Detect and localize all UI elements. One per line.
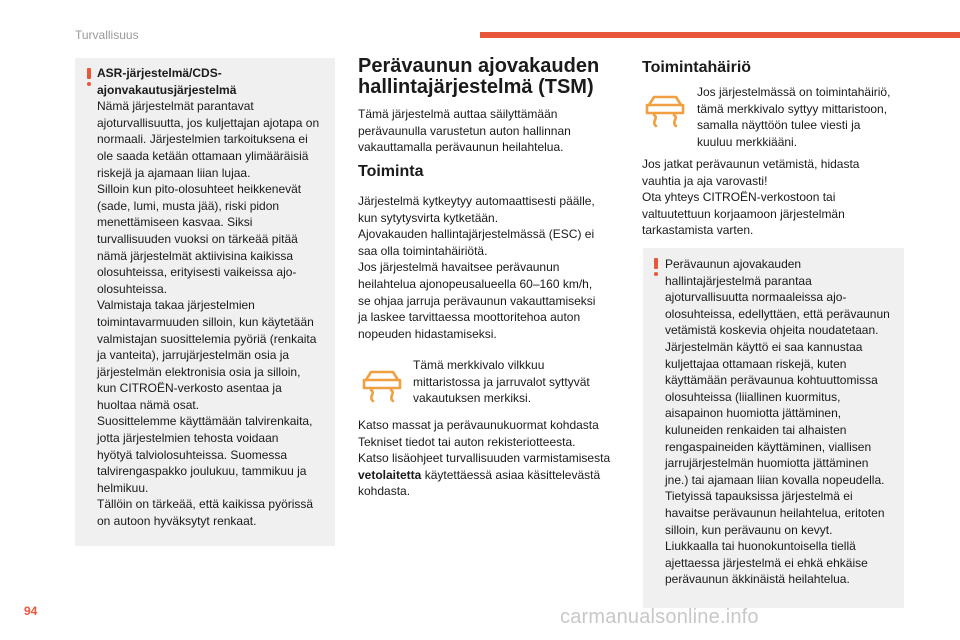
text-line: ja vanteita), jarrujärjestelmän osia ja: [97, 348, 290, 363]
text-line: Järjestelmä kytkeytyy automaattisesti päälle,: [358, 194, 595, 208]
text-line: menettämiseen kasvaa. Siksi: [97, 215, 253, 230]
text-line: olosuhteissa, edellyttäen, että perävaunun: [665, 306, 890, 321]
warning-text-left: [97, 65, 319, 530]
text-line: valmistajan suosittelemia pyöriä (renkaita: [97, 331, 317, 346]
fault-text: [642, 156, 859, 239]
text-line: ja laskee tarvittaessa moottoritehoa auton: [358, 310, 581, 325]
text-line: Nämä järjestelmät parantavat: [97, 99, 254, 114]
text-line: heilahtelua ajonopeusalueella 60–160 km/h,: [358, 276, 593, 291]
text-line: (sade, lumi, musta jää), riski pidon: [97, 198, 280, 213]
accent-bar: [480, 32, 960, 38]
text-line: jotta järjestelmien tehosta voidaan: [97, 431, 279, 446]
text-line: talvirengaspakko joulukuu, tammikuu ja: [97, 464, 307, 479]
text-line: ajonvakautusjärjestelmä: [97, 82, 237, 97]
text-line: on autoon hyväksytyt renkaat.: [97, 514, 257, 529]
warning-icon: [651, 258, 661, 276]
text-line: saa olla toimintahäiriötä.: [358, 243, 488, 258]
text-line: tämä merkkivalo syttyy mittaristoon,: [697, 101, 888, 116]
text-line: Valmistaja takaa järjestelmien: [97, 298, 255, 313]
text-line: Silloin kun pito-olosuhteet heikkenevät: [97, 182, 302, 197]
text-line: perävaunulla varustetun auton hallinnan: [358, 123, 571, 138]
trailer-stability-fault-icon: [645, 91, 685, 129]
text-line: rengaspaineiden käyttäminen, viallisen: [665, 439, 872, 454]
text-line: vetämistä koskevia ohjeita noudatetaan.: [665, 323, 879, 338]
text-line: olosuhteissa, erityisesti vaikeissa ajo-: [97, 265, 297, 280]
text-line: Katso massat ja perävaunukuormat kohdasta: [358, 418, 599, 432]
text-line: Järjestelmän käyttö ei saa kannustaa: [665, 339, 863, 354]
text-line: nämä järjestelmät aktiivisina kaikissa: [97, 248, 294, 263]
text-line: Jos järjestelmä havaitsee perävaunun: [358, 260, 560, 275]
footer-text: [358, 417, 610, 500]
text-line: ASR-järjestelmä/CDS-: [97, 66, 222, 80]
page-title: Perävaunun ajovakauden hallintajärjestelmä (TSM): [358, 55, 600, 98]
text-line: Jos jatkat perävaunun vetämistä, hidasta: [642, 157, 860, 171]
text-line: kuljettajaa ottamaan riskejä, kuten: [665, 356, 847, 371]
intro-text: [358, 106, 571, 156]
page-number: 94: [24, 604, 38, 618]
text-line: järjestelmän elektronisia osia ja silloin,: [97, 364, 301, 379]
text-line: turvallisuuden vuoksi on tärkeää pitää: [97, 231, 298, 246]
text-line: kuluneiden renkaiden tai alhaisten: [665, 422, 847, 437]
text-line: Suosittelemme käyttämään talvirenkaita,: [97, 414, 313, 429]
text-line: käyttämään perävaunua kohtuuttomissa: [665, 373, 878, 388]
text-line: vakautuksen merkiksi.: [413, 391, 532, 406]
indicator-text: [413, 357, 590, 407]
text-line: kuuluu merkkiääni.: [697, 134, 798, 149]
text-line: ajoturvallisuutta normaaleissa ajo-: [665, 290, 847, 305]
section-title-toiminta: Toiminta: [358, 163, 424, 180]
text-line: olosuhteissa.: [97, 281, 168, 296]
text-line: hyötyä talviolosuhteissa. Suomessa: [97, 447, 288, 462]
text-line: Perävaunun ajovakauden: [665, 257, 802, 271]
text-line: ajoturvallisuutta, jos kuljettajan ajotapa on: [97, 115, 320, 130]
text-line: Tekniset tiedot tai auton rekisteriotteesta.: [358, 434, 576, 449]
text-line: Ota yhteys CITROËN-verkostoon tai: [642, 190, 836, 205]
text-line: Katso lisäohjeet turvallisuuden varmistamisesta: [358, 451, 611, 466]
text-line: silloin, kun perävaunu on kevyt.: [665, 522, 833, 537]
text-line: aisapainon huomiotta jättäminen,: [665, 406, 842, 421]
text-line: valtuutettuun korjaamoon järjestelmän: [642, 206, 845, 221]
text-line: riskejä ja ajamaan liian lujaa.: [97, 165, 251, 180]
toiminta-text: [358, 193, 595, 342]
warning-text-right: [665, 256, 890, 588]
text-fragment: käytettäessä asiaa käsittelevästä: [421, 467, 601, 482]
text-line: vauhtia ja aja varovasti!: [642, 173, 768, 188]
text-line: Ajovakauden hallintajärjestelmässä (ESC) ei: [358, 227, 595, 242]
text-line: kun sytytysvirta kytketään.: [358, 210, 499, 225]
text-line: mittaristossa ja jarruvalot syttyvät: [413, 374, 590, 389]
text-line: [358, 467, 610, 484]
text-line: helmikuu.: [97, 480, 149, 495]
text-line: kun CITROËN-verkosto asentaa ja: [97, 381, 282, 396]
text-line: samalla näyttöön tulee viesti ja: [697, 118, 861, 133]
text-line: havaitse perävaunun heilahtelua, eritoten: [665, 505, 885, 520]
fault-indicator-text: [697, 84, 890, 150]
section-label: Turvallisuus: [75, 28, 139, 42]
text-line: perävaunun äkkinäistä heilahtelua.: [665, 572, 850, 587]
section-title-toimintahairio: Toimintahäiriö: [642, 59, 752, 76]
text-line: huoltaa nämä osat.: [97, 397, 200, 412]
text-line: se ohjaa jarruja perävaunun vakauttamiseksi: [358, 293, 596, 308]
warning-icon: [84, 68, 94, 86]
text-line: jne.) tai ajamaan liian kovalla nopeudella.: [665, 472, 885, 487]
watermark: carmanualsonline.info: [560, 606, 759, 628]
text-line: jarrujärjestelmän huomiotta jättäminen: [665, 456, 869, 471]
text-line: kohdasta.: [358, 484, 411, 499]
text-line: ole saada ketään ottamaan ylimääräisiä: [97, 148, 309, 163]
text-line: toimintavarmuuden silloin, kun käytetään: [97, 314, 314, 329]
text-line: Tämä järjestelmä auttaa säilyttämään: [358, 107, 558, 121]
text-line: Liukkaalla tai huonokuntoisella tiellä: [665, 539, 856, 554]
text-line: tarkastamista varten.: [642, 223, 754, 238]
text-line: vakauttamalla perävaunun heilahtelua.: [358, 140, 564, 155]
trailer-stability-icon: [362, 366, 402, 404]
text-line: Tietyissä tapauksissa järjestelmä ei: [665, 489, 853, 504]
text-line: hallintajärjestelmä parantaa: [665, 273, 812, 288]
bold-term: vetolaitetta: [358, 467, 422, 482]
text-line: Jos järjestelmässä on toimintahäiriö,: [697, 85, 891, 99]
text-line: Tämä merkkivalo vilkkuu: [413, 358, 545, 372]
text-line: nopeuden hidastamiseksi.: [358, 326, 497, 341]
text-line: normaali. Järjestelmien tarkoituksena ei: [97, 132, 308, 147]
text-line: Tällöin on tärkeää, että kaikissa pyörissä: [97, 497, 314, 512]
text-line: ajettaessa järjestelmä ei ehkä ehkäise: [665, 555, 868, 570]
text-line: olosuhteissa (liiallinen kuormitus,: [665, 389, 841, 404]
